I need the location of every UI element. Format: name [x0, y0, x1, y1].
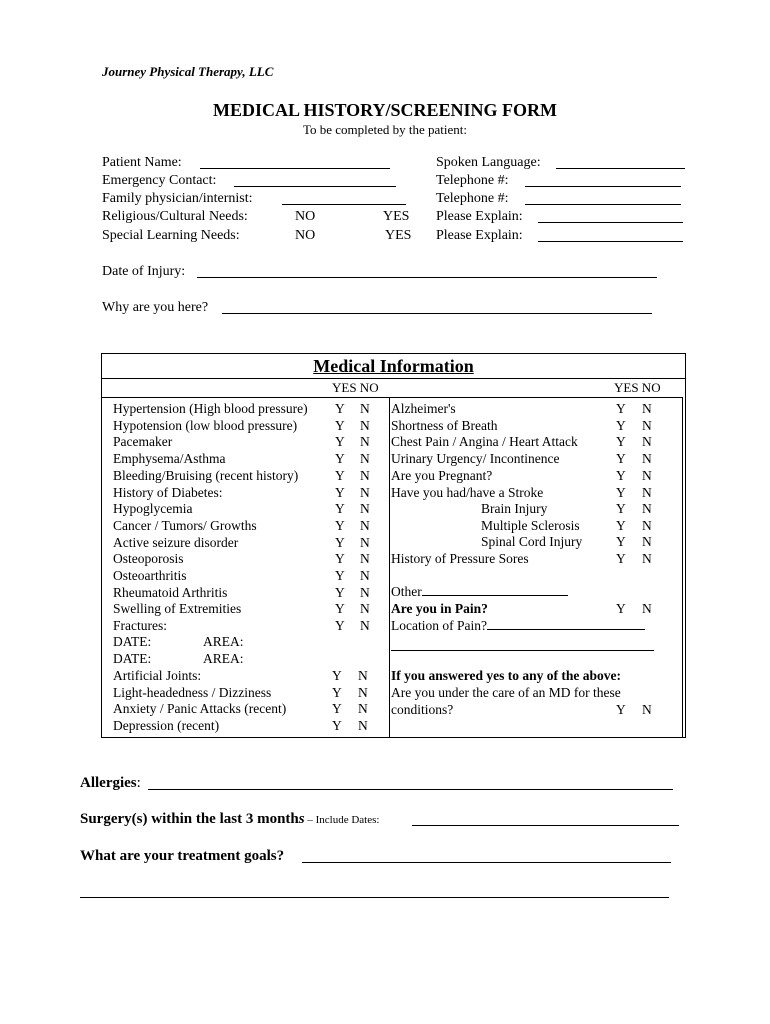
- condition-row-yes[interactable]: Y: [332, 684, 342, 700]
- condition-row-no[interactable]: N: [642, 434, 652, 450]
- religious-no-option[interactable]: NO: [295, 209, 316, 224]
- condition-row-no[interactable]: N: [360, 467, 370, 483]
- condition-row-yes[interactable]: Y: [335, 601, 345, 617]
- condition-row-label: Multiple Sclerosis: [481, 517, 580, 533]
- date-of-injury-label: Date of Injury:: [102, 264, 186, 279]
- condition-row-yes[interactable]: Y: [616, 401, 626, 416]
- condition-row-yes[interactable]: Y: [616, 534, 626, 550]
- condition-row-yes[interactable]: Y: [335, 618, 345, 634]
- condition-row-no[interactable]: N: [642, 501, 652, 516]
- condition-row-yes[interactable]: Y: [332, 701, 342, 717]
- condition-row-yes[interactable]: Y: [335, 417, 345, 433]
- telephone-1-label: Telephone #:: [436, 173, 509, 188]
- column-divider: [682, 397, 683, 737]
- condition-row-no[interactable]: N: [642, 467, 652, 483]
- condition-row-yes[interactable]: Y: [616, 417, 626, 433]
- condition-row-label: Are you Pregnant?: [391, 467, 493, 483]
- learning-yes-option[interactable]: YES: [385, 228, 412, 243]
- condition-row-label: Hypotension (low blood pressure): [113, 417, 298, 433]
- condition-row-yes[interactable]: Y: [335, 501, 345, 517]
- condition-row-yes[interactable]: Y: [616, 467, 626, 483]
- condition-row-no[interactable]: N: [360, 501, 370, 517]
- condition-row-label: Bleeding/Bruising (recent history): [113, 467, 299, 483]
- condition-row-no[interactable]: N: [360, 451, 370, 467]
- condition-row-label: Urinary Urgency/ Incontinence: [391, 451, 560, 467]
- condition-row-yes[interactable]: Y: [616, 484, 626, 500]
- please-explain-2-field[interactable]: [538, 241, 683, 242]
- location-pain-field-2[interactable]: [391, 650, 654, 651]
- condition-row-no[interactable]: N: [360, 484, 370, 500]
- condition-row-no[interactable]: N: [642, 401, 652, 416]
- left-yes-no-header: YES NO: [332, 380, 379, 395]
- other-field[interactable]: [422, 584, 568, 596]
- condition-row-yes[interactable]: Y: [332, 718, 342, 734]
- medical-information-title: Medical Information: [313, 356, 474, 376]
- condition-row-no[interactable]: N: [358, 701, 368, 717]
- other-label: Other: [391, 584, 568, 600]
- condition-row-no[interactable]: N: [642, 517, 652, 533]
- condition-row-yes[interactable]: Y: [616, 501, 626, 516]
- condition-row-label: Alzheimer's: [391, 401, 456, 416]
- care-md-yes[interactable]: Y: [616, 702, 626, 717]
- learning-no-option[interactable]: NO: [295, 228, 316, 243]
- condition-row-label: Osteoarthritis: [113, 568, 187, 583]
- pain-yes[interactable]: Y: [616, 601, 626, 616]
- religious-needs-label: Religious/Cultural Needs:: [102, 209, 248, 224]
- table-divider: [102, 378, 685, 379]
- condition-row-yes[interactable]: Y: [616, 434, 626, 450]
- date-label: DATE:: [113, 651, 152, 666]
- condition-row-yes[interactable]: Y: [335, 517, 345, 533]
- condition-row-label: Spinal Cord Injury: [481, 534, 583, 550]
- condition-row-yes[interactable]: Y: [335, 568, 345, 583]
- condition-row-label: Artificial Joints:: [113, 668, 202, 683]
- condition-row-label: Hypoglycemia: [113, 501, 193, 517]
- form-title: MEDICAL HISTORY/SCREENING FORM: [212, 100, 558, 120]
- condition-row-yes[interactable]: Y: [335, 401, 345, 416]
- pain-question: Are you in Pain?: [391, 601, 488, 616]
- condition-row-yes[interactable]: Y: [335, 451, 345, 467]
- condition-row-no[interactable]: N: [360, 618, 370, 634]
- condition-row-label: Chest Pain / Angina / Heart Attack: [391, 434, 578, 450]
- spoken-language-field[interactable]: [556, 168, 685, 169]
- emergency-contact-label: Emergency Contact:: [102, 173, 217, 188]
- condition-row-label: Pacemaker: [113, 434, 173, 450]
- allergies-label: Allergies:: [80, 775, 141, 791]
- emergency-contact-field[interactable]: [234, 186, 396, 187]
- condition-row-label: Depression (recent): [113, 718, 220, 734]
- telephone-2-label: Telephone #:: [436, 191, 509, 206]
- condition-row-label: History of Diabetes:: [113, 484, 223, 500]
- please-explain-1-label: Please Explain:: [436, 209, 523, 224]
- condition-row-yes[interactable]: Y: [335, 584, 345, 600]
- condition-row-yes[interactable]: Y: [335, 534, 345, 550]
- patient-name-field[interactable]: [200, 168, 390, 169]
- care-md-no[interactable]: N: [642, 702, 652, 717]
- condition-row-label: Anxiety / Panic Attacks (recent): [113, 701, 287, 717]
- condition-row-no[interactable]: N: [642, 551, 652, 566]
- condition-row-no[interactable]: N: [358, 718, 368, 734]
- condition-row-label: Light-headedness / Dizziness: [113, 684, 272, 700]
- condition-row-label: Active seizure disorder: [113, 534, 239, 550]
- condition-row-no[interactable]: N: [358, 668, 368, 683]
- company-name: Journey Physical Therapy, LLC: [102, 64, 274, 79]
- special-learning-label: Special Learning Needs:: [102, 228, 240, 243]
- telephone-2-field[interactable]: [525, 204, 681, 205]
- please-explain-1-field[interactable]: [538, 222, 683, 223]
- medical-information-table: [101, 353, 686, 738]
- date-of-injury-field[interactable]: [197, 277, 657, 278]
- religious-yes-option[interactable]: YES: [383, 209, 410, 224]
- treatment-goals-field[interactable]: [302, 862, 671, 863]
- condition-row-no[interactable]: N: [360, 434, 370, 450]
- answered-yes-heading: If you answered yes to any of the above:: [391, 668, 621, 683]
- condition-row-no[interactable]: N: [358, 684, 368, 700]
- condition-row-label: Hypertension (High blood pressure): [113, 401, 308, 416]
- condition-row-yes[interactable]: Y: [335, 484, 345, 500]
- right-yes-no-header: YES NO: [614, 380, 661, 395]
- condition-row-label: History of Pressure Sores: [391, 551, 529, 566]
- surgery-dates-field[interactable]: [412, 825, 679, 826]
- condition-row-no[interactable]: N: [642, 417, 652, 433]
- condition-row-label: Swelling of Extremities: [113, 601, 242, 617]
- surgery-label: Surgery(s) within the last 3 months – Include Dates:: [80, 811, 380, 827]
- table-divider: [102, 397, 682, 398]
- patient-name-label: Patient Name:: [102, 155, 182, 170]
- column-divider: [389, 397, 390, 737]
- condition-row-label: Emphysema/Asthma: [113, 451, 226, 467]
- location-pain-field[interactable]: [487, 618, 645, 630]
- condition-row-no[interactable]: N: [642, 534, 652, 550]
- condition-row-label: Shortness of Breath: [391, 417, 498, 433]
- form-subtitle: To be completed by the patient:: [302, 122, 468, 137]
- condition-row-label: Brain Injury: [481, 501, 548, 516]
- spoken-language-label: Spoken Language:: [436, 155, 541, 170]
- condition-row-no[interactable]: N: [360, 517, 370, 533]
- why-here-field[interactable]: [222, 313, 652, 314]
- location-pain-label: Location of Pain?: [391, 618, 645, 634]
- please-explain-2-label: Please Explain:: [436, 228, 523, 243]
- treatment-goals-field-2[interactable]: [80, 897, 669, 898]
- family-physician-label: Family physician/internist:: [102, 191, 253, 206]
- condition-row-no[interactable]: N: [360, 534, 370, 550]
- condition-row-no[interactable]: N: [642, 484, 652, 500]
- condition-row-no[interactable]: N: [360, 601, 370, 617]
- pain-no[interactable]: N: [642, 601, 652, 616]
- telephone-1-field[interactable]: [525, 186, 681, 187]
- date-label: DATE:: [113, 634, 152, 649]
- condition-row-label: Cancer / Tumors/ Growths: [113, 517, 257, 533]
- condition-row-label: Rheumatoid Arthritis: [113, 584, 228, 600]
- care-md-question-2: conditions?: [391, 702, 454, 717]
- condition-row-yes[interactable]: Y: [616, 451, 626, 467]
- area-label: AREA:: [203, 634, 244, 649]
- family-physician-field[interactable]: [282, 204, 406, 205]
- condition-row-yes[interactable]: Y: [616, 517, 626, 533]
- treatment-goals-label: What are your treatment goals?: [80, 848, 285, 864]
- condition-row-no[interactable]: N: [642, 451, 652, 467]
- condition-row-no[interactable]: N: [360, 584, 370, 600]
- condition-row-yes[interactable]: Y: [332, 668, 342, 683]
- condition-row-yes[interactable]: Y: [335, 467, 345, 483]
- condition-row-no[interactable]: N: [360, 401, 370, 416]
- area-label: AREA:: [203, 651, 244, 666]
- condition-row-label: Osteoporosis: [113, 551, 184, 567]
- condition-row-no[interactable]: N: [360, 551, 370, 567]
- condition-row-label: Have you had/have a Stroke: [391, 484, 544, 500]
- care-md-question: Are you under the care of an MD for these: [391, 685, 621, 700]
- condition-row-yes[interactable]: Y: [335, 434, 345, 450]
- condition-row-yes[interactable]: Y: [616, 551, 626, 566]
- condition-row-no[interactable]: N: [360, 417, 370, 433]
- condition-row-yes[interactable]: Y: [335, 551, 345, 567]
- why-here-label: Why are you here?: [102, 300, 209, 315]
- condition-row-label: Fractures:: [113, 618, 167, 634]
- allergies-field[interactable]: [148, 789, 673, 790]
- condition-row-no[interactable]: N: [360, 568, 370, 583]
